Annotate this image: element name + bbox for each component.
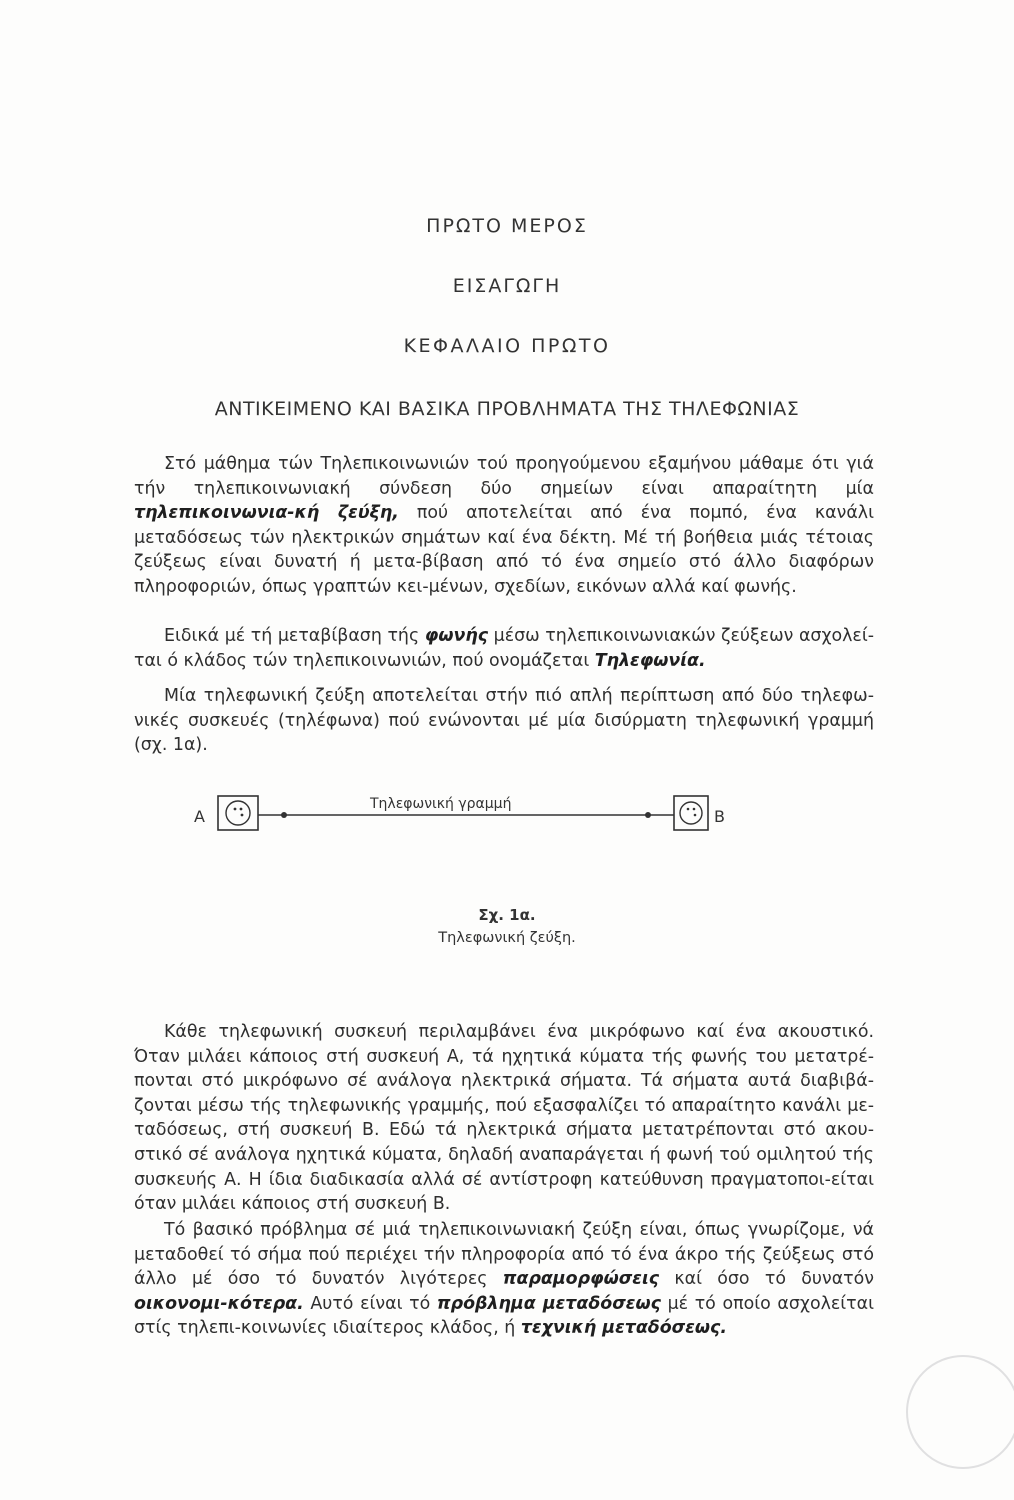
term-voice: φωνής — [424, 626, 489, 646]
paragraph-2-text: Ειδικά μέ τή μεταβίβαση τής — [164, 626, 425, 646]
library-stamp — [906, 1355, 1014, 1469]
paragraph-2 — [134, 624, 874, 673]
term-economical: οικονομι-κότερα. — [134, 1293, 304, 1314]
paragraph-4: Κάθε τηλεφωνική συσκευή περιλαμβάνει ένα μικρόφωνο καί ένα ακουστικό. Όταν μιλάει κάποιος στή συσκευή Α, τά ηχητικά κύματα τής φωνής του μετατρέ-πονται στό μικρόφωνο σέ ανάλογα ηλεκτρικά σήματα. Τά σήματα αυτά διαβιβά-ζονται μέσω τής τηλεφωνικής γραμμής, πού εξασφαλίζει τό απαραίτητο κανάλι με-ταδόσεως, στή συσκευή Β. Εδώ τά ηλεκτρικά σήματα μετατρέπονται στό ακου-στικό σέ ανάλογα ηχητικά κύματα, δηλαδή αναπαράγεται ή φωνή τού ομιλητού τής συσκευής Α. Η ίδια διαδικασία αλλά σέ αντίστροφη κατεύθυνση πραγματοποι-είται όταν μιλάει κάποιος στή συσκευή Β. — [134, 1022, 874, 1215]
term-distortions: παραμορφώσεις — [502, 1269, 660, 1290]
term-telephony: Τηλεφωνία. — [594, 650, 706, 671]
figure-number: Σχ. 1α. — [478, 906, 536, 924]
paragraph-5 — [134, 1218, 874, 1341]
telephone-link-diagram — [180, 778, 740, 838]
paragraph-5-text-2: καί όσο τό δυνατόν — [659, 1269, 875, 1290]
paragraph-1-text-cont: πού αποτελείται από ένα πομπό, ένα κανάλι μεταδόσεως τών ηλεκτρικών σημάτων καί ένα δέκτη. Μέ τή βοήθεια μιάς τέτοιας ζεύξεως είναι δυνατή ή μετα-βίβαση από τό ένα σημείο στό άλλο διαφόρων πληροφοριών, όπως γραπτών κει-μένων, σχεδίων, εικόνων αλλά καί φωνής. — [134, 503, 874, 597]
paragraph-3: Μία τηλεφωνική ζεύξη αποτελείται στήν πιό απλή περίπτωση από δύο τηλεφω-νικές συσκευές (τηλέφωνα) πού ενώνονται μέ μία δισύρματη τηλεφωνική γραμμή (σχ. 1α). — [134, 686, 874, 756]
station-b-label: Β — [714, 807, 725, 826]
telephone-b-icon — [674, 796, 708, 830]
paragraph-5-text: Τό βασικό πρόβλημα σέ μιά τηλεπικοινωνιακή ζεύξη είναι, όπως γνωρίζομε, νά μεταδοθεί τό σήμα πού περιέχει τήν πληροφορία από τό ένα άκρο τής ζεύξεως στό άλλο μέ όσο τό δυνατόν λιγότερες — [134, 1220, 874, 1290]
paragraph-1-text: Στό μάθημα τών Τηλεπικοινωνιών τού προηγούμενου εξαμήνου μάθαμε ότι γιά τήν τηλεπικοινωνιακή σύνδεση δύο σημείων είναι απαραίτητη μία — [134, 454, 874, 499]
paragraph-1 — [134, 452, 874, 600]
paragraph-2-text-cont: μέσω τηλεπικοινωνιακών ζεύξεων ασχολεί-ται ό κλάδος τών τηλεπικοινωνιών, πού ονομάζεται — [134, 626, 874, 671]
term-transmission-problem: πρόβλημα μεταδόσεως — [436, 1293, 661, 1314]
intro-heading: ΕΙΣΑΓΩΓΗ — [452, 275, 562, 297]
paragraph-5-text-3: Αυτό είναι τό — [303, 1293, 437, 1314]
station-a-label: Α — [194, 807, 205, 826]
telephone-a-icon — [218, 796, 258, 830]
chapter-heading: ΚΕΦΑΛΑΙΟ ΠΡΩΤΟ — [403, 335, 611, 357]
chapter-title: ΑΝΤΙΚΕΙΜΕΝΟ ΚΑΙ ΒΑΣΙΚΑ ΠΡΟΒΛΗΜΑΤΑ ΤΗΣ ΤΗΛΕΦΩΝΙΑΣ — [214, 398, 800, 420]
part-heading: ΠΡΩΤΟ ΜΕΡΟΣ — [426, 215, 588, 237]
term-transmission-technique: τεχνική μεταδόσεως. — [520, 1318, 727, 1339]
line-label: Τηλεφωνική γραμμή — [370, 796, 512, 812]
term-telecom-link: τηλεπικοινωνια-κή ζεύξη, — [134, 503, 399, 524]
paragraph-5-text-4: μέ τό οποίο ασχολείται στίς τηλεπι-κοινωνίες ιδιαίτερος κλάδος, ή — [134, 1293, 874, 1339]
figure-caption: Τηλεφωνική ζεύξη. — [438, 930, 576, 946]
